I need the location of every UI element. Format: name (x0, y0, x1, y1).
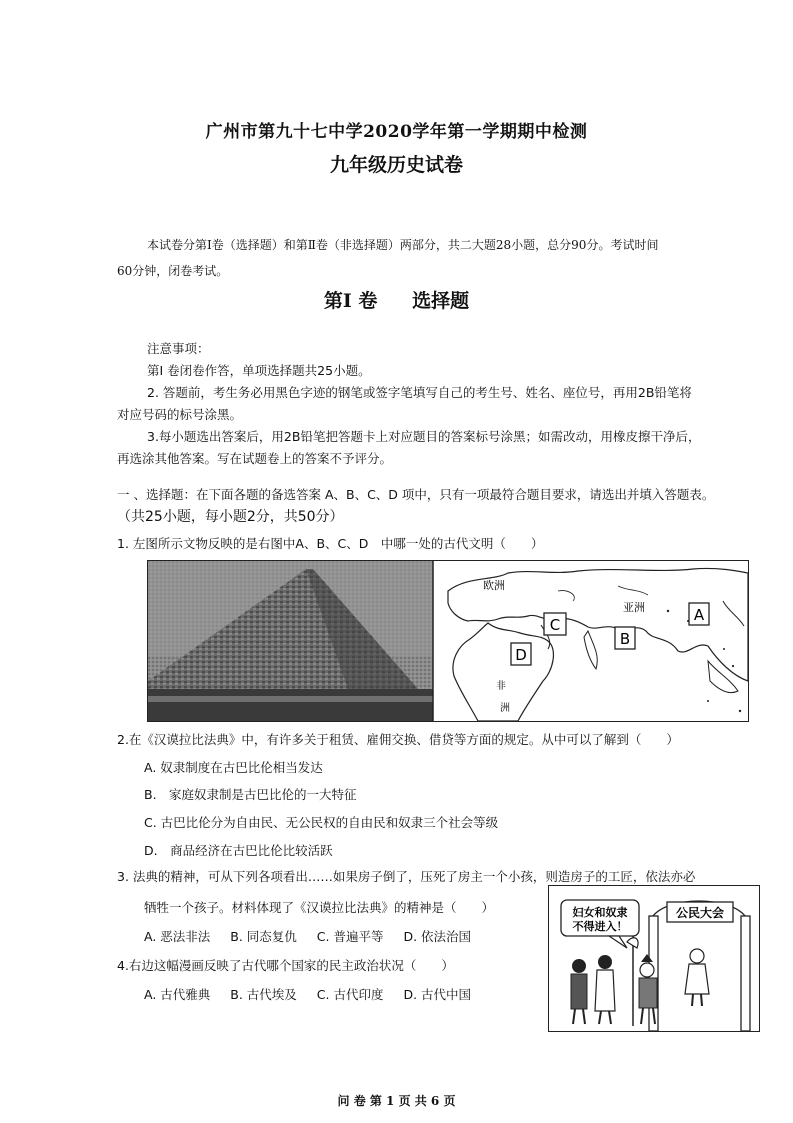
marker-b (615, 627, 635, 649)
pyramid-photo (148, 561, 433, 721)
section-vol: 第Ⅰ 卷 (323, 290, 378, 312)
question-4: 4.右边这幅漫画反映了古代哪个国家的民主政治状况（ ） (117, 958, 454, 973)
q2-option-a: A. 奴隶制度在古巴比伦相当发达 (144, 760, 323, 775)
comic-woman-figure (571, 959, 587, 1024)
question-3-line-2: 牺牲一个孩子。材料体现了《汉谟拉比法典》的精神是（ ） (144, 900, 495, 915)
q2-option-c: C. 古巴比伦分为自由民、无公民权的自由民和奴隶三个社会等级 (144, 815, 499, 830)
exam-subtitle: 九年级历史试卷 (329, 154, 463, 176)
marker-b-label: B (619, 630, 631, 648)
comic-svg (549, 886, 759, 1031)
question-3-line-1: 3. 法典的精神，可从下列各项看出……如果房子倒了，压死了房主一个小孩，则造房子的工匠，依法亦必 (117, 869, 696, 884)
question-1: 1. 左图所示文物反映的是右图中A、B、C、D 中哪一处的古代文明（ ） (117, 536, 544, 551)
marker-d (511, 643, 531, 665)
marker-a-label: A (693, 606, 705, 624)
map-label-africa-2: 洲 (500, 703, 510, 714)
exam-title: 广州市第九十七中学2020学年第一学期期中检测 (205, 122, 588, 142)
q3-option-c: C. 普遍平等 (316, 929, 384, 944)
question-2: 2.在《汉谟拉比法典》中，有许多关于租赁、雇佣交换、借贷等方面的规定。从中可以了解到（ ） (117, 732, 679, 747)
q4-option-d: D. 古代中国 (403, 987, 472, 1002)
page-footer: 问 卷 第 1 页 共 6 页 (337, 1094, 456, 1108)
q3-option-a: A. 恶法非法 (144, 929, 211, 944)
section-title (0, 286, 793, 313)
notes-heading: 注意事项： (147, 341, 210, 356)
map-label-europe: 欧洲 (483, 579, 505, 592)
part1-line-1: 一 、选择题：在下面各题的备选答案 A、B、C、D 项中，只有一项最符合题目要求，请选出并填入答题表。 (117, 487, 715, 502)
marker-a (689, 603, 709, 625)
map-label-asia: 亚洲 (623, 601, 645, 614)
comic-citizen-figure (685, 949, 709, 1006)
note-2a: 2. 答题前，考生务必用黑色字迹的钢笔或签字笔填写自己的考生号、姓名、座位号，再用2B铅笔将 (147, 385, 692, 400)
q4-option-c: C. 古代印度 (316, 987, 384, 1002)
comic-sign: 公民大会 (675, 906, 725, 920)
q3-option-d: D. 依法治国 (403, 929, 472, 944)
q2-option-d: D. 商品经济在古巴比伦比较活跃 (144, 843, 333, 858)
marker-d-label: D (515, 646, 527, 664)
marker-c-label: C (549, 616, 561, 634)
comic-bubble-line-1: 妇女和奴隶 (572, 906, 628, 919)
note-1: 第Ⅰ 卷闭卷作答，单项选择题共25小题。 (147, 363, 371, 378)
q3-options (144, 927, 487, 945)
world-map (434, 561, 748, 721)
question-4-comic (548, 885, 760, 1032)
notes-block (117, 338, 757, 470)
figure-svg (148, 561, 748, 721)
q4-option-b: B. 古代埃及 (230, 987, 297, 1002)
q2-option-b: B. 家庭奴隶制是古巴比伦的一大特征 (144, 787, 357, 802)
map-label-africa-1: 非 (496, 681, 506, 692)
q3-option-b: B. 同态复仇 (230, 929, 297, 944)
comic-slave-figure (595, 955, 615, 1024)
q4-options (144, 985, 487, 1003)
note-3b: 再选涂其他答案。写在试题卷上的答案不予评分。 (117, 451, 393, 466)
marker-c (544, 613, 566, 635)
intro-line-1: 本试卷分第Ⅰ卷（选择题）和第Ⅱ卷（非选择题）两部分，共二大题28小题，总分90分。考试时间 (147, 238, 659, 252)
section-name: 选择题 (412, 290, 470, 312)
q4-option-a: A. 古代雅典 (144, 987, 211, 1002)
question-1-figure (147, 560, 749, 722)
note-3a: 3.每小题选出答案后，用2B铅笔把答题卡上对应题目的答案标号涂黑；如需改动，用橡皮擦干净后， (147, 429, 701, 444)
part1-instructions (117, 484, 757, 528)
part1-line-2: （共25小题，每小题2分，共50分） (117, 509, 344, 525)
comic-bubble-line-2: 不得进入！ (572, 920, 628, 933)
note-2b: 对应号码的标号涂黑。 (117, 407, 243, 422)
intro-line-2: 60分钟，闭卷考试。 (117, 264, 229, 278)
